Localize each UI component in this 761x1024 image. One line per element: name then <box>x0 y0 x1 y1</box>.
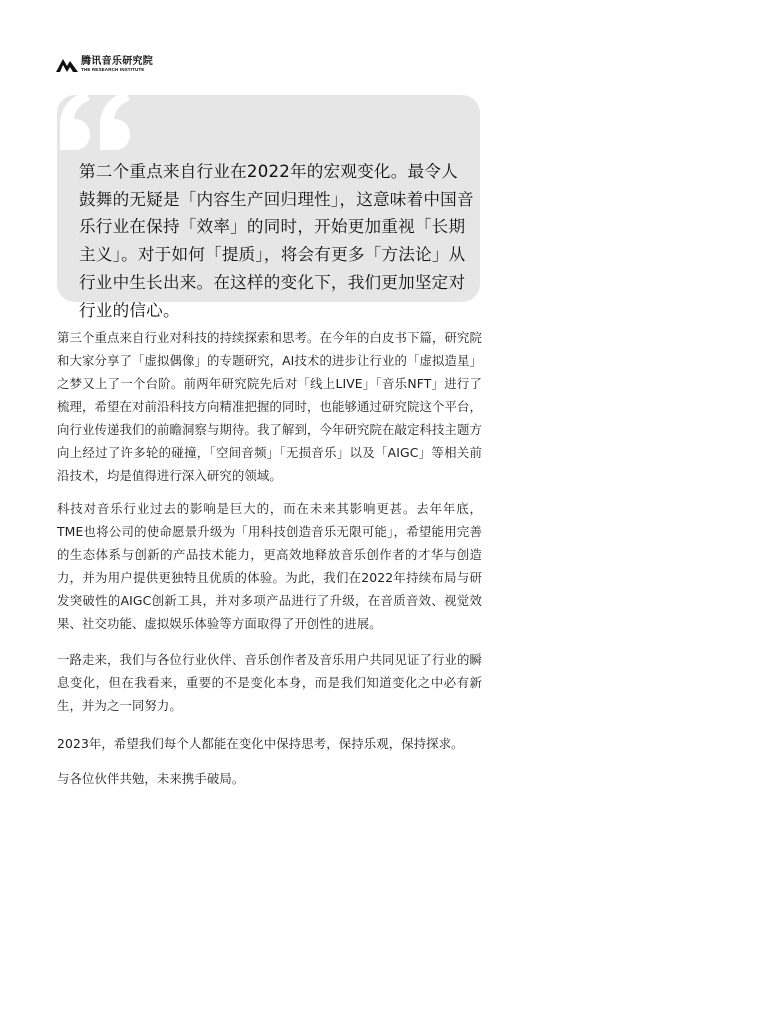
logo-chinese-name: 腾讯音乐研究院 <box>81 55 154 67</box>
paragraph-witness-change: 一路走来，我们与各位行业伙伴、音乐创作者及音乐用户共同见证了行业的瞬息变化，但在我看来，重要的不是变化本身，而是我们知道变化之中必有新生，并为之一同努力。 <box>57 652 482 713</box>
paragraph-2023-hope: 2023年，希望我们每个人都能在变化中保持思考，保持乐观，保持探求。 <box>57 736 464 751</box>
quote-mark-icon <box>58 92 132 150</box>
brand-logo <box>56 54 153 74</box>
quote-text: 第二个重点来自行业在2022年的宏观变化。最令人鼓舞的无疑是「内容生产回归理性」，这意味着中国音乐行业在保持「效率」的同时，开始更加重视「长期主义」。对于如何「提质」，将会有更多「方法论」从行业中生长出来。在这样的变化下，我们更加坚定对行业的信心。 <box>79 162 474 320</box>
logo-english-name: THE RESEARCH INSTITUTE <box>81 66 145 72</box>
paragraph-tech-exploration: 第三个重点来自行业对科技的持续探索和思考。在今年的白皮书下篇，研究院和大家分享了「虚拟偶像」的专题研究，AI技术的进步让行业的「虚拟造星」之梦又上了一个台阶。前两年研究院先后对「线上LIVE」「音乐NFT」进行了梳理，希望在对前沿科技方向精准把握的同时，也能够通过研究院这个平台，向行业传递我们的前瞻洞察与期待。我了解到，今年研究院在敲定科技主题方向上经过了许多轮的碰撞，「空间音频」「无损音乐」以及「AIGC」等相关前沿技术，均是值得进行深入研究的领域。 <box>57 330 482 483</box>
paragraph-closing: 与各位伙伴共勉，未来携手破局。 <box>57 771 245 786</box>
paragraph-tech-impact: 科技对音乐行业过去的影响是巨大的，而在未来其影响更甚。去年年底，TME也将公司的使命愿景升级为「用科技创造音乐无限可能」，希望能用完善的生态体系与创新的产品技术能力，更高效地释放音乐创作者的才华与创造力，并为用户提供更独特且优质的体验。为此，我们在2022年持续布局与研发突破性的AIGC创新工具，并对多项产品进行了升级，在音质音效、视觉效果、社交功能、虚拟娱乐体验等方面取得了开创性的进展。 <box>57 501 482 631</box>
tme-mountain-icon <box>56 57 78 72</box>
